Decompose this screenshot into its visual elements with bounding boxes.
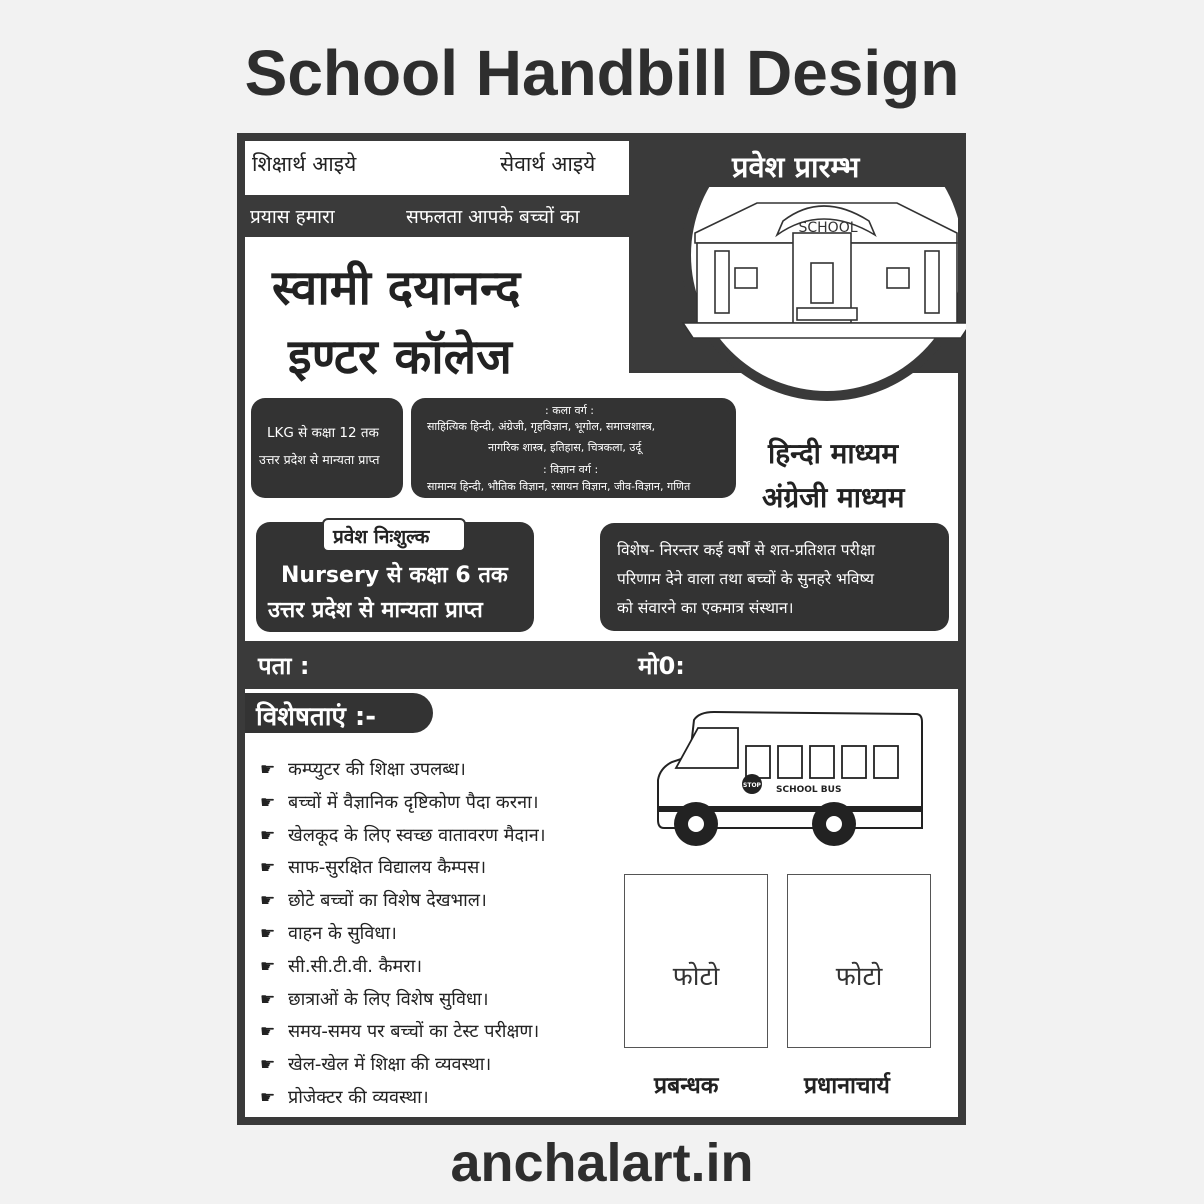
photo-label: फोटो [672, 962, 720, 992]
photo-placeholder-manager [624, 874, 768, 1048]
special-line1: विशेष- निरन्तर कई वर्षों से शत-प्रतिशत परीक्षा [617, 541, 876, 559]
arts-heading: : कला वर्ग : [545, 404, 594, 417]
list-item: ☛ साफ-सुरक्षित विद्यालय कैम्पस। [260, 852, 546, 885]
bus-stop-sign-text: STOP [743, 782, 761, 789]
pointing-hand-icon: ☛ [260, 989, 276, 1010]
slogan-left: प्रयास हमारा [250, 206, 335, 228]
pointing-hand-icon: ☛ [260, 1087, 276, 1108]
free-admission-line2: उत्तर प्रदेश से मान्यता प्राप्त [268, 598, 483, 623]
features-list [260, 754, 546, 1115]
pointing-hand-icon: ☛ [260, 760, 276, 780]
list-item: ☛ खेल-खेल में शिक्षा की व्यवस्था। [260, 1049, 546, 1082]
list-item: ☛ खेलकूद के लिए स्वच्छ वातावरण मैदान। [260, 820, 546, 853]
slogan-right: सफलता आपके बच्चों का [406, 206, 580, 228]
pointing-hand-icon: ☛ [260, 923, 276, 944]
pointing-hand-icon: ☛ [260, 956, 276, 977]
medium-english: अंग्रेजी माध्यम [762, 481, 905, 514]
site-url: anchalart.in [450, 1133, 754, 1193]
caption-principal: प्रधानाचार्य [804, 1073, 890, 1099]
caption-manager: प्रबन्धक [654, 1073, 719, 1099]
classes-box [251, 398, 403, 498]
list-item: ☛ सी.सी.टी.वी. कैमरा। [260, 951, 546, 984]
list-item: ☛ वाहन के सुविधा। [260, 918, 546, 951]
photo-placeholder-principal [787, 874, 931, 1048]
list-item: ☛ बच्चों में वैज्ञानिक दृष्टिकोण पैदा करना। [260, 787, 546, 820]
page-heading: School Handbill Design [244, 37, 960, 109]
pointing-hand-icon: ☛ [260, 1022, 276, 1043]
pointing-hand-icon: ☛ [260, 858, 276, 879]
bus-label: SCHOOL BUS [776, 785, 842, 795]
mobile-label: मो0: [638, 652, 685, 680]
free-admission-line1: Nursery से कक्षा 6 तक [281, 563, 508, 588]
features-heading: विशेषताएं :- [256, 702, 377, 732]
list-item: ☛ समय-समय पर बच्चों का टेस्ट परीक्षण। [260, 1016, 546, 1049]
tagline-left: शिक्षार्थ आइये [252, 152, 357, 176]
school-name-line1: स्वामी दयानन्द [272, 260, 521, 316]
pointing-hand-icon: ☛ [260, 1055, 276, 1076]
address-label: पता : [258, 652, 310, 680]
school-name-line2: इण्टर कॉलेज [288, 329, 512, 385]
list-item: ☛ छोटे बच्चों का विशेष देखभाल। [260, 885, 546, 918]
pointing-hand-icon: ☛ [260, 825, 276, 846]
classes-line2: उत्तर प्रदेश से मान्यता प्राप्त [259, 452, 380, 467]
school-sign-text: SCHOOL [798, 220, 858, 236]
pointing-hand-icon: ☛ [260, 891, 276, 912]
special-line3: को संवारने का एकमात्र संस्थान। [617, 599, 794, 617]
science-heading: : विज्ञान वर्ग : [543, 463, 599, 476]
school-sign [768, 206, 888, 246]
photo-label: फोटो [835, 962, 883, 992]
free-admission-badge-text: प्रवेश निःशुल्क [333, 526, 430, 548]
pointing-hand-icon: ☛ [260, 792, 276, 813]
arts-line2: नागरिक शास्त्र, इतिहास, चित्रकला, उर्दू [488, 441, 642, 454]
arts-line1: साहित्यिक हिन्दी, अंग्रेजी, गृहविज्ञान, भूगोल, समाजशास्त्र, [427, 420, 656, 433]
list-item: ☛ प्रोजेक्टर की व्यवस्था। [260, 1082, 546, 1115]
classes-line1: LKG से कक्षा 12 तक [267, 425, 379, 441]
special-line2: परिणाम देने वाला तथा बच्चों के सुनहरे भविष्य [617, 570, 875, 588]
admission-open: प्रवेश प्रारम्भ [732, 150, 860, 184]
list-item: ☛ छात्राओं के लिए विशेष सुविधा। [260, 984, 546, 1017]
science-line1: सामान्य हिन्दी, भौतिक विज्ञान, रसायन विज्ञान, जीव-विज्ञान, गणित [427, 480, 691, 493]
list-item: ☛ कम्प्युटर की शिक्षा उपलब्ध। [260, 754, 546, 787]
tagline-right: सेवार्थ आइये [500, 152, 596, 176]
medium-hindi: हिन्दी माध्यम [768, 437, 899, 470]
school-bus-illustration [654, 710, 934, 850]
